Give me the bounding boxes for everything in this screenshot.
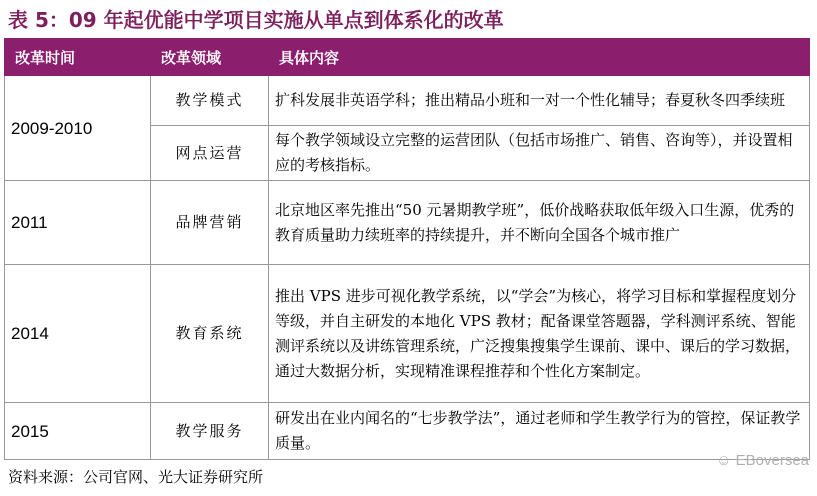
header-content: 具体内容 <box>269 39 810 76</box>
table-row <box>5 76 810 126</box>
row-time: 2014 <box>5 265 151 403</box>
reform-table <box>4 38 810 460</box>
table-header-row <box>5 39 810 76</box>
table-row <box>5 403 810 460</box>
row-domain: 教育系统 <box>151 265 269 403</box>
row-content: 研发出在业内闻名的“七步教学法”，通过老师和学生教学行为的管控，保证教学质量。 <box>269 403 810 460</box>
row-time: 2009-2010 <box>5 76 151 181</box>
row-domain: 教学模式 <box>151 76 269 126</box>
wechat-icon: ☺ <box>716 452 732 469</box>
row-content: 推出 VPS 进步可视化教学系统，以“学会”为核心，将学习目标和掌握程度划分等级，并自主研发的本地化 VPS 教材；配备课堂答题器，学科测评系统、智能测评系统以及讲练管理系统，广泛搜集搜集学生课前、课中、课后的学习数据，通过大数据分析，实现精准课程推荐和个性化方案制定。 <box>269 265 810 403</box>
row-time: 2015 <box>5 403 151 460</box>
source-note: 资料来源：公司官网、光大证券研究所 <box>8 468 264 486</box>
table-row <box>5 265 810 403</box>
row-content: 每个教学领域设立完整的运营团队（包括市场推广、销售、咨询等），并设置相应的考核指标。 <box>269 126 810 181</box>
row-domain: 教学服务 <box>151 403 269 460</box>
table-row <box>5 181 810 265</box>
row-content: 北京地区率先推出“50 元暑期教学班”，低价战略获取低年级入口生源，优秀的教育质量助力续班率的持续提升，并不断向全国各个城市推广 <box>269 181 810 265</box>
row-domain: 网点运营 <box>151 126 269 181</box>
table-title: 表 5：09 年起优能中学项目实施从单点到体系化的改革 <box>8 8 504 32</box>
watermark-text: EBoversea <box>735 452 809 469</box>
row-time: 2011 <box>5 181 151 265</box>
watermark <box>716 452 809 469</box>
row-content: 扩科发展非英语学科；推出精品小班和一对一个性化辅导；春夏秋冬四季续班 <box>269 76 810 126</box>
row-domain: 品牌营销 <box>151 181 269 265</box>
header-time: 改革时间 <box>5 39 151 76</box>
header-domain: 改革领域 <box>151 39 269 76</box>
